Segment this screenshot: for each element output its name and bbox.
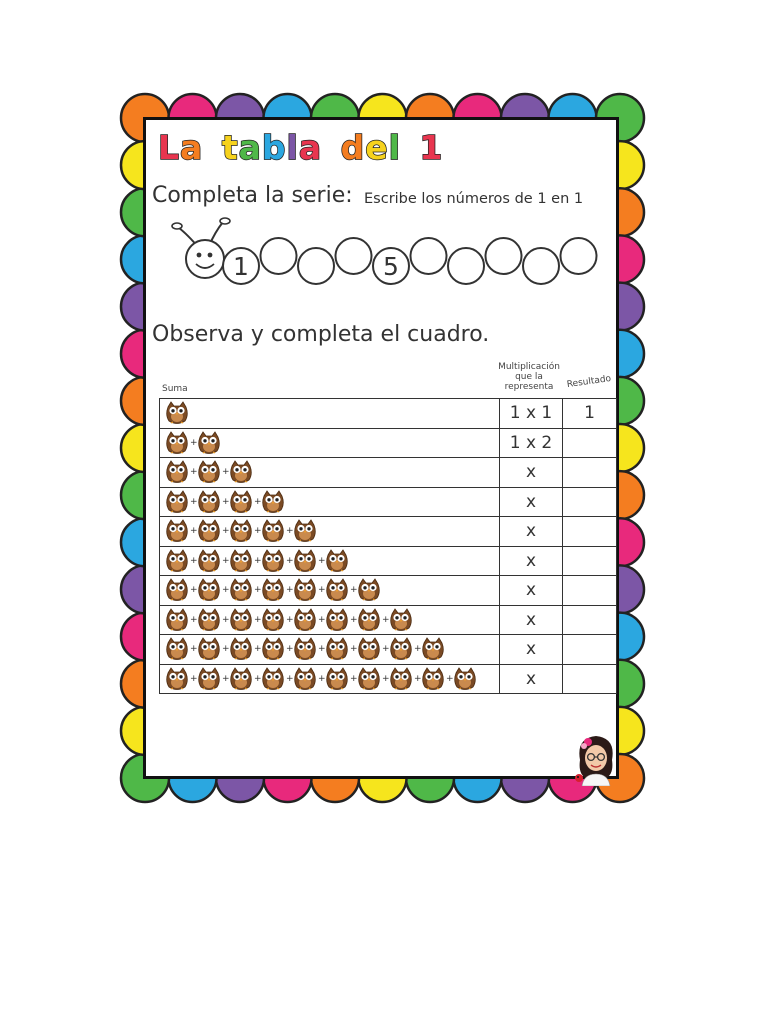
owl-icon xyxy=(420,637,446,661)
sum-cell xyxy=(160,487,500,517)
teacher-avatar-icon xyxy=(570,730,622,786)
owl-icon xyxy=(324,578,350,602)
plus-sign: + xyxy=(254,555,262,566)
table-row xyxy=(160,546,617,576)
owl-icon xyxy=(164,578,190,602)
header-result: Resultado xyxy=(566,373,612,391)
owl-icon xyxy=(228,578,254,602)
owl-icon xyxy=(164,490,190,514)
multiplication-cell[interactable]: x xyxy=(500,664,563,694)
plus-sign: + xyxy=(382,673,390,684)
owl-group xyxy=(164,429,499,457)
owl-icon xyxy=(196,637,222,661)
owl-icon xyxy=(292,519,318,543)
multiplication-cell[interactable]: x xyxy=(500,635,563,665)
owl-group xyxy=(164,635,499,663)
owl-icon xyxy=(292,637,318,661)
plus-sign: + xyxy=(254,496,262,507)
owl-icon xyxy=(196,549,222,573)
owl-icon xyxy=(196,608,222,632)
series-circle xyxy=(261,238,297,274)
owl-icon xyxy=(228,667,254,691)
plus-sign: + xyxy=(254,673,262,684)
caterpillar-eye xyxy=(197,253,202,258)
owl-icon xyxy=(388,667,414,691)
plus-sign: + xyxy=(190,585,198,596)
result-cell[interactable] xyxy=(563,664,617,694)
plus-sign: + xyxy=(190,467,198,478)
plus-sign: + xyxy=(222,585,230,596)
title-letter: a xyxy=(238,128,262,167)
page-title xyxy=(158,128,443,167)
title-letter xyxy=(203,128,216,167)
title-letter: 1 xyxy=(419,128,444,167)
table-heading: Observa y completa el cuadro. xyxy=(152,322,490,347)
sum-cell xyxy=(160,576,500,606)
series-circle xyxy=(523,248,559,284)
sum-cell xyxy=(160,458,500,488)
owl-icon xyxy=(292,608,318,632)
owl-icon xyxy=(196,667,222,691)
multiplication-cell[interactable]: x xyxy=(500,517,563,547)
plus-sign: + xyxy=(318,614,326,625)
table-row xyxy=(160,576,617,606)
sum-cell xyxy=(160,664,500,694)
result-cell[interactable] xyxy=(563,605,617,635)
plus-sign: + xyxy=(190,555,198,566)
owl-icon xyxy=(228,549,254,573)
sum-cell xyxy=(160,517,500,547)
caterpillar-series xyxy=(165,212,600,292)
table-row xyxy=(160,428,617,458)
owl-icon xyxy=(228,490,254,514)
result-cell[interactable] xyxy=(563,635,617,665)
caterpillar-head xyxy=(186,240,224,278)
plus-sign: + xyxy=(222,673,230,684)
owl-icon xyxy=(388,637,414,661)
owl-group xyxy=(164,517,499,545)
plus-sign: + xyxy=(190,673,198,684)
series-circle xyxy=(411,238,447,274)
plus-sign: + xyxy=(222,526,230,537)
owl-icon xyxy=(228,608,254,632)
sum-cell xyxy=(160,605,500,635)
result-cell[interactable] xyxy=(563,487,617,517)
plus-sign: + xyxy=(350,585,358,596)
owl-group xyxy=(164,665,499,693)
owl-icon xyxy=(164,401,190,425)
title-letter: l xyxy=(388,128,401,167)
owl-icon xyxy=(356,608,382,632)
owl-group xyxy=(164,576,499,604)
plus-sign: + xyxy=(222,496,230,507)
sum-cell xyxy=(160,428,500,458)
series-heading: Completa la serie: xyxy=(152,183,353,208)
plus-sign: + xyxy=(190,644,198,655)
plus-sign: + xyxy=(190,496,198,507)
owl-icon xyxy=(420,667,446,691)
multiplication-cell[interactable]: x xyxy=(500,458,563,488)
result-cell[interactable]: 1 xyxy=(563,399,617,429)
multiplication-cell[interactable]: 1 x 1 xyxy=(500,399,563,429)
plus-sign: + xyxy=(222,555,230,566)
owl-icon xyxy=(324,549,350,573)
plus-sign: + xyxy=(190,614,198,625)
owl-icon xyxy=(324,667,350,691)
owl-icon xyxy=(388,608,414,632)
table-row xyxy=(160,487,617,517)
plus-sign: + xyxy=(286,526,294,537)
table-row xyxy=(160,458,617,488)
owl-icon xyxy=(260,637,286,661)
owl-icon xyxy=(292,578,318,602)
multiplication-cell[interactable]: x xyxy=(500,487,563,517)
table-row xyxy=(160,605,617,635)
owl-icon xyxy=(260,519,286,543)
plus-sign: + xyxy=(318,673,326,684)
plus-sign: + xyxy=(350,614,358,625)
owl-icon xyxy=(164,460,190,484)
plus-sign: + xyxy=(190,526,198,537)
owl-group xyxy=(164,606,499,634)
plus-sign: + xyxy=(222,467,230,478)
header-sum: Suma xyxy=(162,384,188,394)
result-cell[interactable] xyxy=(563,576,617,606)
result-cell[interactable] xyxy=(563,546,617,576)
owl-icon xyxy=(164,608,190,632)
plus-sign: + xyxy=(286,555,294,566)
series-number: 5 xyxy=(383,252,399,281)
owl-icon xyxy=(260,549,286,573)
plus-sign: + xyxy=(382,614,390,625)
header-multiplication: Multiplicación que la representa xyxy=(498,362,560,392)
owl-icon xyxy=(164,519,190,543)
plus-sign: + xyxy=(446,673,454,684)
owl-icon xyxy=(196,431,222,455)
owl-icon xyxy=(292,667,318,691)
sum-cell xyxy=(160,546,500,576)
series-circle xyxy=(336,238,372,274)
owl-icon xyxy=(228,637,254,661)
plus-sign: + xyxy=(350,673,358,684)
plus-sign: + xyxy=(254,614,262,625)
title-letter xyxy=(322,128,335,167)
table-row xyxy=(160,399,617,429)
multiplication-cell[interactable]: x xyxy=(500,605,563,635)
caterpillar-eye xyxy=(208,253,213,258)
owl-group xyxy=(164,399,499,427)
owl-icon xyxy=(196,490,222,514)
plus-sign: + xyxy=(318,644,326,655)
owl-icon xyxy=(196,460,222,484)
series-circle xyxy=(448,248,484,284)
plus-sign: + xyxy=(318,555,326,566)
title-letter: b xyxy=(261,128,287,167)
plus-sign: + xyxy=(222,644,230,655)
plus-sign: + xyxy=(254,526,262,537)
sum-cell xyxy=(160,399,500,429)
owl-group xyxy=(164,488,499,516)
title-letter: a xyxy=(298,128,323,167)
owl-icon xyxy=(324,637,350,661)
plus-sign: + xyxy=(286,585,294,596)
owl-icon xyxy=(452,667,478,691)
plus-sign: + xyxy=(414,673,422,684)
table-row xyxy=(160,635,617,665)
title-letter: d xyxy=(340,128,366,167)
owl-icon xyxy=(356,637,382,661)
owl-icon xyxy=(260,578,286,602)
owl-icon xyxy=(196,519,222,543)
owl-icon xyxy=(164,637,190,661)
multiplication-cell[interactable]: 1 x 2 xyxy=(500,428,563,458)
table-row xyxy=(160,664,617,694)
result-cell[interactable] xyxy=(563,458,617,488)
owl-icon xyxy=(260,608,286,632)
owl-icon xyxy=(356,578,382,602)
multiplication-table xyxy=(159,398,617,694)
plus-sign: + xyxy=(382,644,390,655)
owl-icon xyxy=(164,667,190,691)
antenna-tip xyxy=(172,223,182,229)
owl-icon xyxy=(228,519,254,543)
series-instruction: Escribe los números de 1 en 1 xyxy=(364,191,584,207)
owl-icon xyxy=(196,578,222,602)
plus-sign: + xyxy=(318,585,326,596)
plus-sign: + xyxy=(254,644,262,655)
owl-icon xyxy=(164,549,190,573)
plus-sign: + xyxy=(222,614,230,625)
title-letter: L xyxy=(158,128,181,167)
owl-icon xyxy=(228,460,254,484)
title-letter: l xyxy=(286,128,299,167)
series-number: 1 xyxy=(233,252,249,281)
plus-sign: + xyxy=(190,437,198,448)
series-circle xyxy=(486,238,522,274)
owl-icon xyxy=(324,608,350,632)
plus-sign: + xyxy=(286,614,294,625)
plus-sign: + xyxy=(286,673,294,684)
owl-group xyxy=(164,458,499,486)
owl-icon xyxy=(164,431,190,455)
result-cell[interactable] xyxy=(563,428,617,458)
owl-icon xyxy=(356,667,382,691)
plus-sign: + xyxy=(286,644,294,655)
title-letter: a xyxy=(180,128,204,167)
series-circle xyxy=(298,248,334,284)
title-letter: e xyxy=(365,128,389,167)
owl-icon xyxy=(260,667,286,691)
owl-icon xyxy=(292,549,318,573)
multiplication-cell[interactable]: x xyxy=(500,546,563,576)
result-cell[interactable] xyxy=(563,517,617,547)
series-circle xyxy=(561,238,597,274)
title-letter xyxy=(401,128,414,167)
sum-cell xyxy=(160,635,500,665)
multiplication-cell[interactable]: x xyxy=(500,576,563,606)
plus-sign: + xyxy=(254,585,262,596)
owl-group xyxy=(164,547,499,575)
antenna-tip xyxy=(220,218,230,224)
owl-icon xyxy=(260,490,286,514)
plus-sign: + xyxy=(350,644,358,655)
plus-sign: + xyxy=(414,644,422,655)
table-row xyxy=(160,517,617,547)
title-letter: t xyxy=(221,128,239,167)
